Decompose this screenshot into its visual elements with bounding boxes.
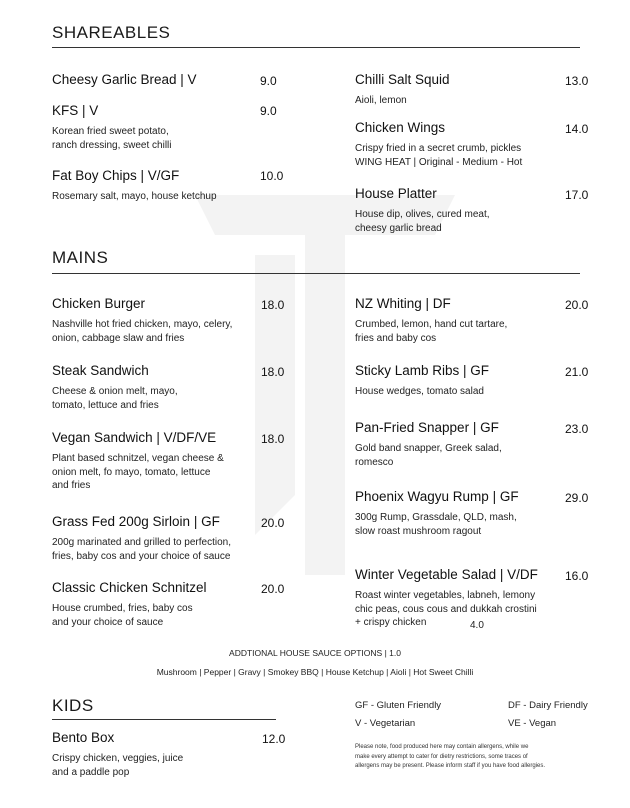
item-name: Chicken Wings (355, 120, 446, 135)
item-name: Sticky Lamb Ribs | GF (355, 363, 490, 378)
item-description: 300g Rump, Grassdale, QLD, mash, slow roast mushroom ragout (355, 512, 517, 537)
menu-item (52, 296, 232, 345)
item-name: House Platter (355, 186, 437, 201)
menu-item (355, 296, 507, 345)
menu-item (355, 489, 519, 538)
menu-item (355, 186, 490, 235)
item-description: Roast winter vegetables, labneh, lemony chic peas, cous cous and dukkah crostini + crispy chicken (355, 590, 537, 628)
item-price: 13.0 (565, 74, 589, 88)
section-divider (52, 47, 580, 48)
section-divider (52, 719, 276, 720)
item-name: Winter Vegetable Salad | V/DF (355, 567, 538, 582)
section-title-kids: KIDS (52, 696, 94, 715)
item-price: 18.0 (261, 432, 285, 446)
item-price: 12.0 (262, 732, 286, 746)
addon-price: 4.0 (470, 620, 484, 631)
sauce-options-list: Mushroom | Pepper | Gravy | Smokey BBQ | House Ketchup | Aioli | Hot Sweet Chilli (156, 667, 474, 677)
menu-item (52, 363, 178, 412)
legend-gf: GF - Gluten Friendly (355, 700, 442, 711)
item-price: 20.0 (261, 582, 285, 596)
legend-v: V - Vegetarian (355, 718, 416, 729)
item-price: 29.0 (565, 491, 589, 505)
item-name: NZ Whiting | DF (355, 296, 451, 311)
item-description: Nashville hot fried chicken, mayo, celery, onion, cabbage slaw and fries (52, 319, 233, 344)
legend-df: DF - Dairy Friendly (508, 700, 588, 711)
item-name: Steak Sandwich (52, 363, 149, 378)
item-description: 200g marinated and grilled to perfection, fries, baby cos and your choice of sauce (52, 537, 232, 562)
menu-item (52, 514, 231, 563)
item-price: 18.0 (261, 298, 285, 312)
item-price: 14.0 (565, 122, 589, 136)
section-divider (52, 273, 580, 274)
item-price: 20.0 (261, 516, 285, 530)
item-price: 20.0 (565, 298, 589, 312)
item-name: Fat Boy Chips | V/GF (52, 168, 180, 183)
item-price: 17.0 (565, 188, 589, 202)
item-price: 21.0 (565, 365, 589, 379)
item-description: Crispy chicken, veggies, juice and a paddle pop (52, 753, 184, 778)
menu-item (52, 103, 172, 152)
menu-item (52, 72, 197, 88)
item-price: 16.0 (565, 569, 589, 583)
item-price: 23.0 (565, 422, 589, 436)
item-name: Pan-Fried Snapper | GF (355, 420, 499, 435)
item-description: Crispy fried in a secret crumb, pickles WING HEAT | Original - Medium - Hot (355, 143, 523, 168)
item-description: Gold band snapper, Greek salad, romesco (355, 443, 502, 468)
item-description: Plant based schnitzel, vegan cheese & onion melt, fo mayo, tomato, lettuce and fries (52, 453, 224, 491)
sauce-options-heading: ADDTIONAL HOUSE SAUCE OPTIONS | 1.0 (229, 648, 401, 658)
item-description: Cheese & onion melt, mayo, tomato, lettuce and fries (52, 386, 178, 411)
item-description: Aioli, lemon (355, 95, 407, 106)
item-description: Korean fried sweet potato, ranch dressing, sweet chilli (52, 126, 172, 151)
allergen-note: Please note, food produced here may contain allergens, while we make every attempt to cater for dietry restrictions, some traces of allergens may be present. Please inform staff if you have food allergies. (355, 744, 545, 769)
legend-ve: VE - Vegan (508, 718, 557, 729)
menu-item (355, 363, 489, 399)
item-description: House dip, olives, cured meat, cheesy garlic bread (355, 209, 490, 234)
section-title-shareables: SHAREABLES (52, 23, 171, 42)
menu-item (355, 72, 450, 108)
menu-item (355, 567, 538, 630)
item-name: Grass Fed 200g Sirloin | GF (52, 514, 220, 529)
item-name: Vegan Sandwich | V/DF/VE (52, 430, 217, 445)
item-name: Chilli Salt Squid (355, 72, 450, 87)
item-name: Bento Box (52, 730, 115, 745)
item-description: Crumbed, lemon, hand cut tartare, fries and baby cos (355, 319, 508, 344)
item-name: Cheesy Garlic Bread | V (52, 72, 197, 87)
item-description: House crumbed, fries, baby cos and your choice of sauce (52, 603, 193, 628)
item-name: Phoenix Wagyu Rump | GF (355, 489, 519, 504)
menu-item (355, 420, 502, 469)
item-description: Rosemary salt, mayo, house ketchup (52, 191, 217, 202)
item-price: 18.0 (261, 365, 285, 379)
menu-item (52, 730, 183, 779)
menu-item (355, 120, 522, 169)
item-price: 9.0 (260, 104, 277, 118)
item-description: House wedges, tomato salad (355, 386, 484, 397)
menu-item (52, 580, 207, 629)
item-name: Classic Chicken Schnitzel (52, 580, 207, 595)
section-title-mains: MAINS (52, 248, 109, 267)
item-name: Chicken Burger (52, 296, 146, 311)
item-price: 9.0 (260, 74, 277, 88)
menu-item (52, 430, 224, 493)
item-price: 10.0 (260, 169, 284, 183)
menu-item (52, 168, 217, 204)
item-name: KFS | V (52, 103, 99, 118)
